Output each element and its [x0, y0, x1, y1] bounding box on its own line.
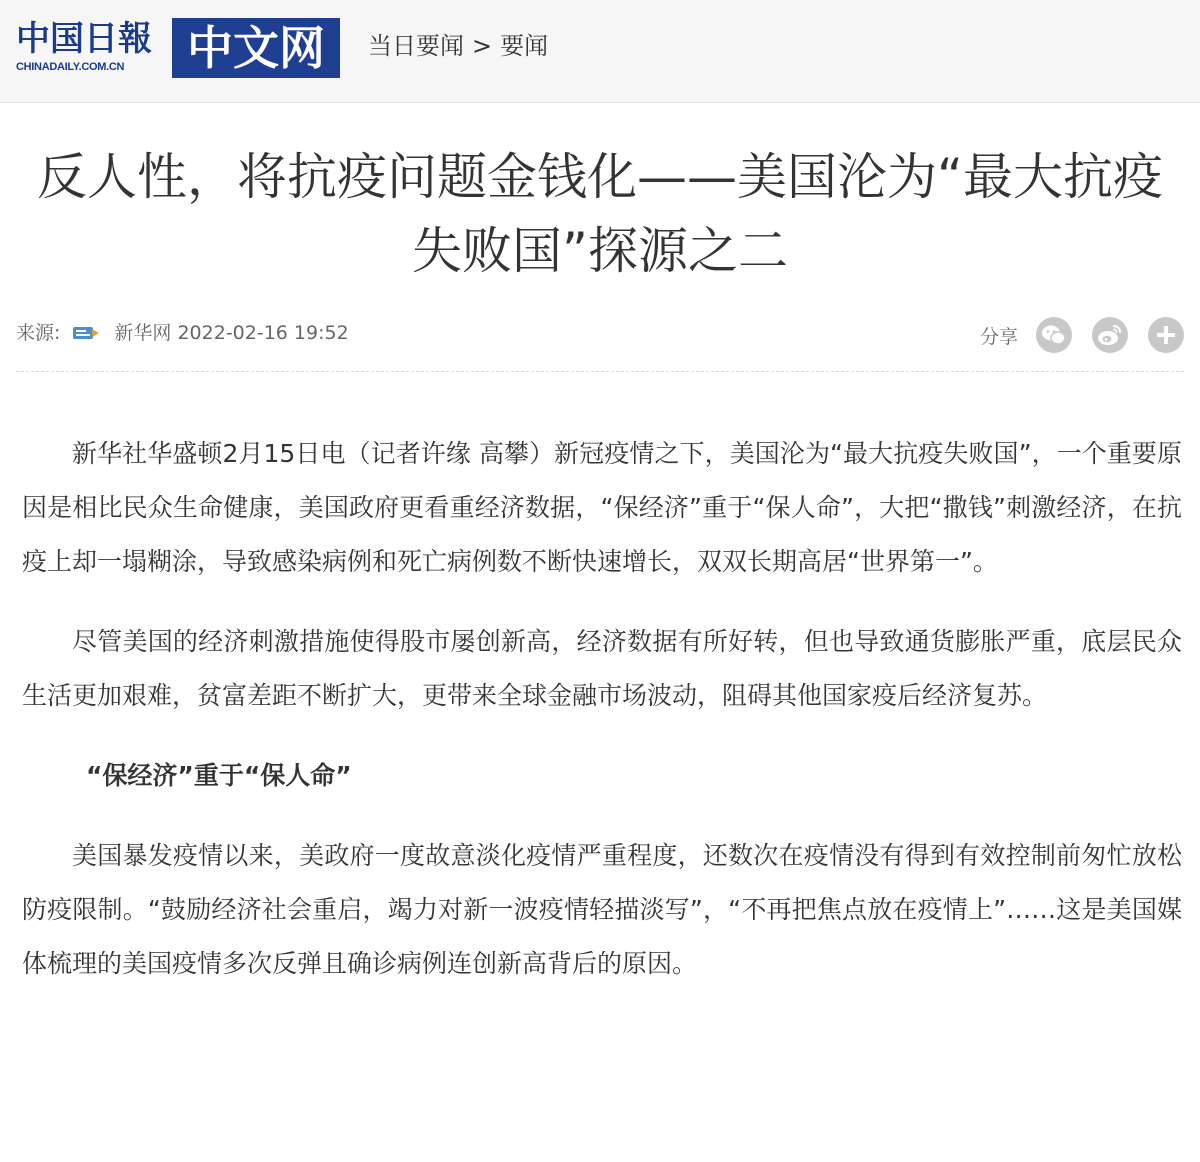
- china-daily-logo[interactable]: [14, 18, 342, 80]
- logo-chinese-text: 中国日報: [16, 19, 152, 59]
- source-label: 来源:: [16, 322, 61, 344]
- article-paragraph: 美国暴发疫情以来，美政府一度故意淡化疫情严重程度，还数次在疫情没有得到有效控制前匆忙放松防疫限制。“鼓励经济社会重启，竭力对新一波疫情轻描淡写”，“不再把焦点放在疫情上”……这是美国媒体梳理的美国疫情多次反弹且确诊病例连创新高背后的原因。: [22, 841, 1182, 978]
- article-paragraph: 新华社华盛顿2月15日电（记者许缘 高攀）新冠疫情之下，美国沦为“最大抗疫失败国”，一个重要原因是相比民众生命健康，美国政府更看重经济数据，“保经济”重于“保人命”，大把“撒钱”刺激经济，在抗疫上却一塌糊涂，导致感染病例和死亡病例数不断快速增长，双双长期高居“世界第一”。: [22, 439, 1182, 576]
- breadcrumb: [368, 30, 548, 62]
- share-label: 分享: [979, 326, 1018, 348]
- logo-box-text: 中文网: [187, 21, 325, 75]
- article-body: [22, 427, 1182, 991]
- logo-chinese-site-box: [172, 18, 340, 78]
- publish-datetime: 2022-02-16 19:52: [177, 322, 349, 344]
- plus-icon[interactable]: [1148, 317, 1184, 353]
- article-source-info: [16, 318, 349, 348]
- weibo-icon[interactable]: [1092, 317, 1128, 353]
- source-name[interactable]: 新华网: [114, 322, 172, 344]
- site-header: [0, 0, 1200, 103]
- wechat-icon[interactable]: [1036, 317, 1072, 353]
- article-paragraph: 尽管美国的经济刺激措施使得股市屡创新高，经济数据有所好转，但也导致通货膨胀严重，底层民众生活更加艰难，贫富差距不断扩大，更带来全球金融市场波动，阻碍其他国家疫后经济复苏。: [22, 627, 1182, 710]
- breadcrumb-item-news[interactable]: 要闻: [500, 32, 549, 60]
- logo-domain-text: CHINADAILY.COM.CN: [16, 61, 125, 73]
- article-subheading: “保经济”重于“保人命”: [86, 761, 352, 790]
- article-meta: [16, 316, 1184, 356]
- logo-wordmark: [14, 18, 170, 80]
- meta-divider: [16, 371, 1184, 372]
- xinhua-source-icon: [72, 321, 100, 339]
- breadcrumb-separator: >: [472, 32, 493, 60]
- article-title: 反人性，将抗疫问题金钱化——美国沦为“最大抗疫失败国”探源之二: [37, 148, 1163, 280]
- breadcrumb-item-daily-news[interactable]: 当日要闻: [368, 32, 464, 60]
